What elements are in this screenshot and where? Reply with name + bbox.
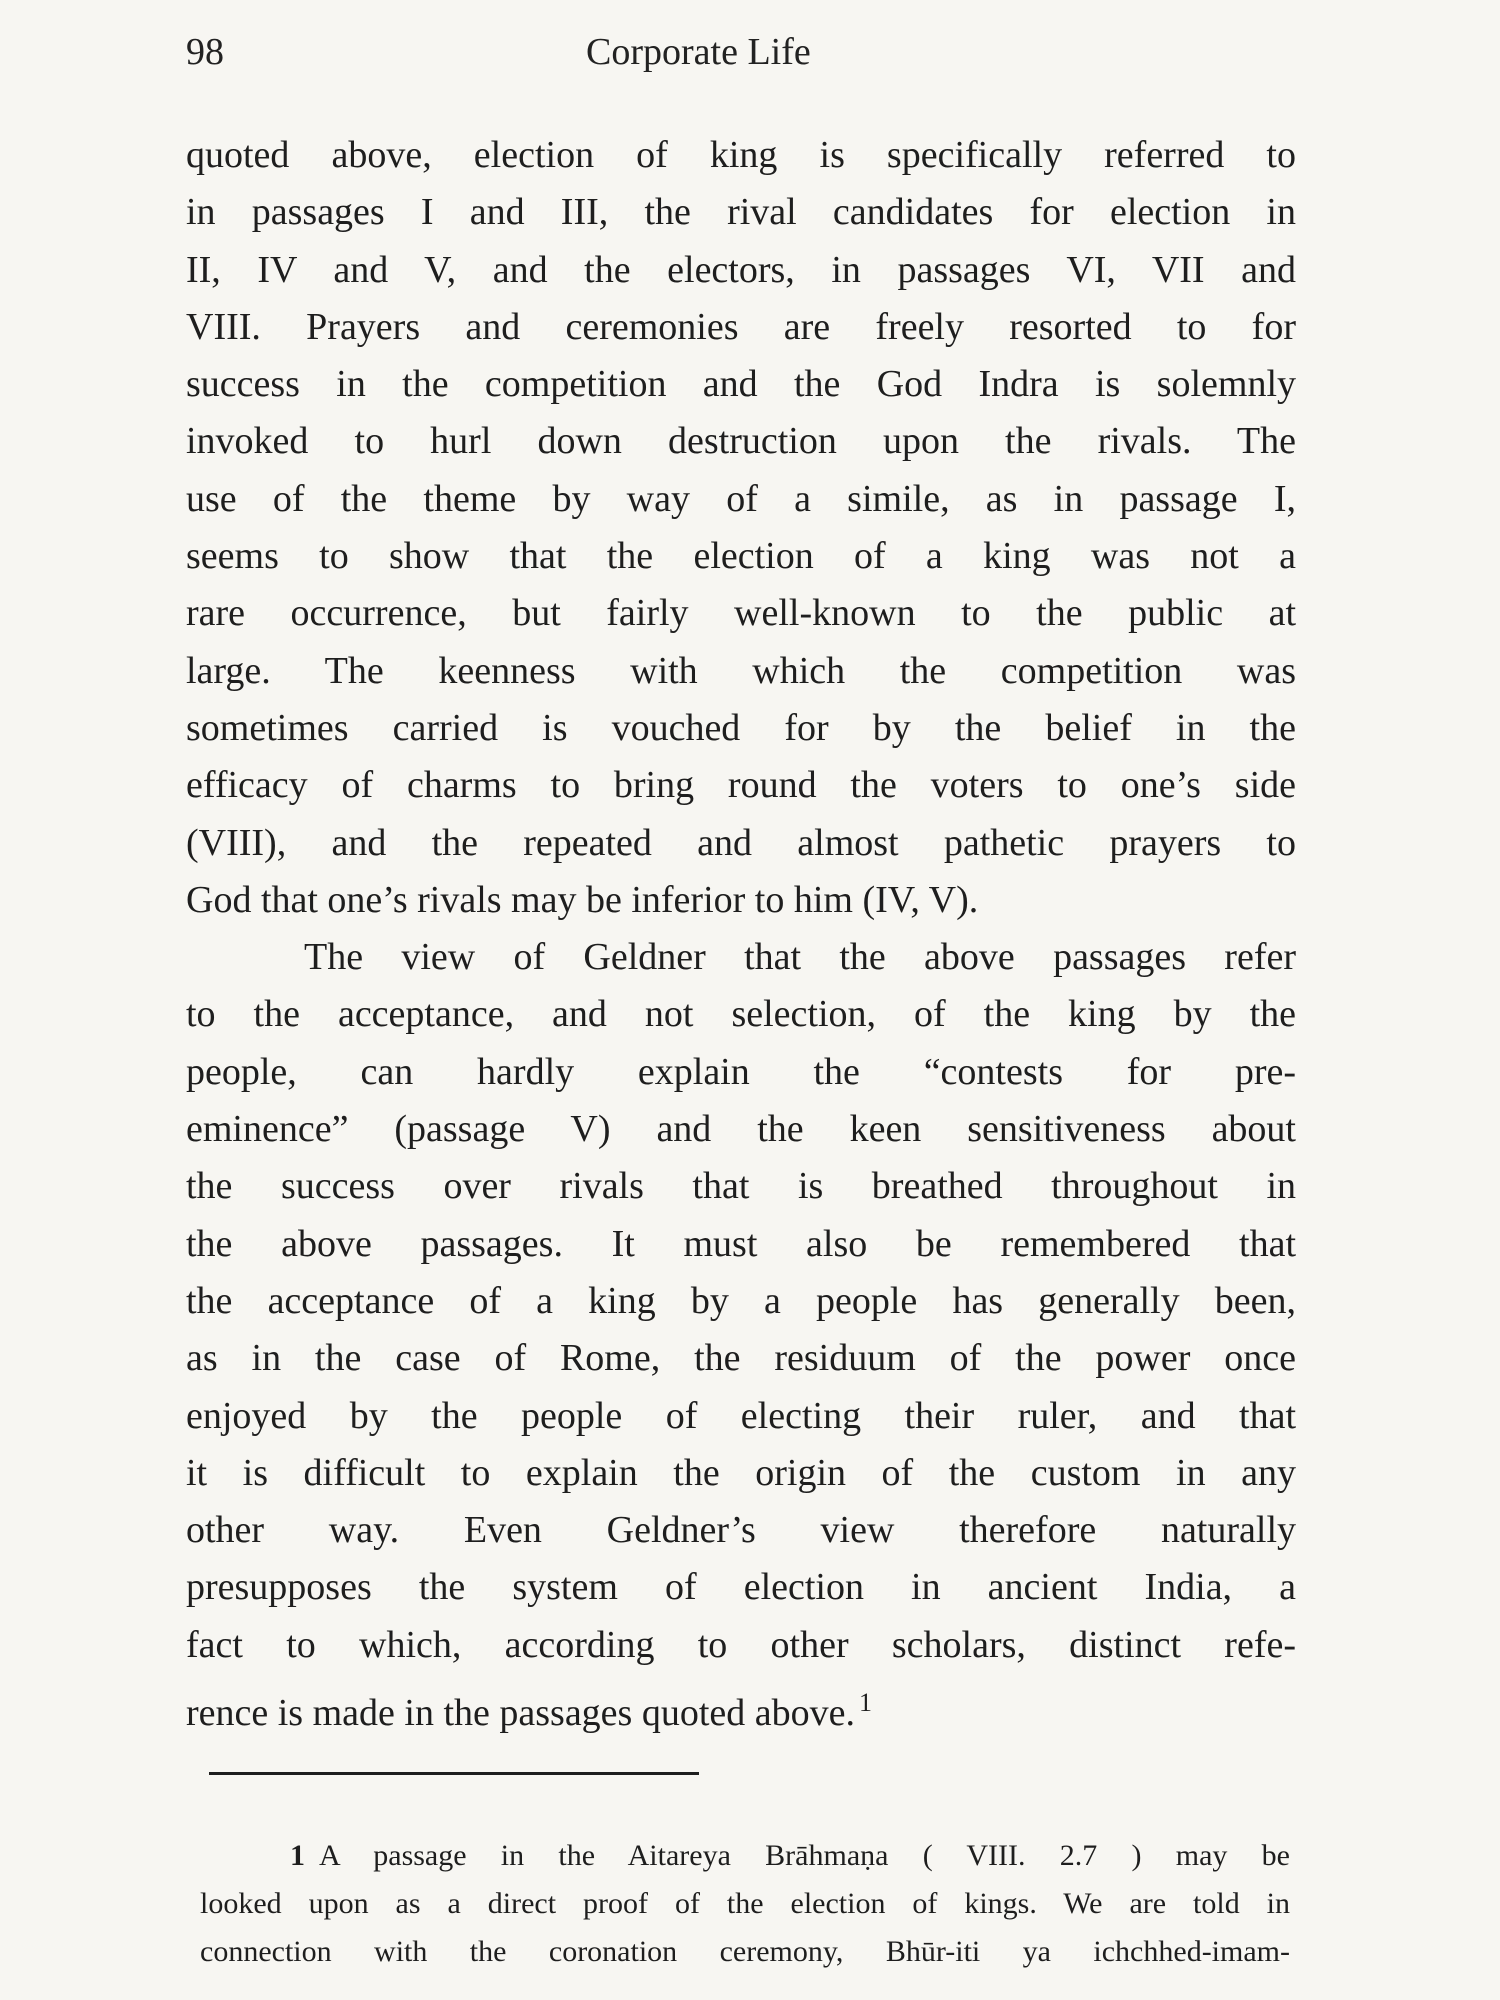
text-line: large. The keenness with which the competition was (186, 649, 1296, 692)
text-line: God that one’s rivals may be inferior to him (IV, V). (186, 878, 979, 921)
footnote-text: A passage in the Aitareya Brāhmaṇa ( VIII. 2.7 ) may be (319, 1839, 1290, 1872)
text-line: as in the case of Rome, the residuum of the power once (186, 1337, 1296, 1380)
text-line: (VIII), and the repeated and almost pathetic prayers to (186, 821, 1296, 864)
footnotes (200, 1832, 1290, 1976)
footnote-line (200, 1832, 1290, 1880)
body-text (186, 127, 1296, 1735)
text-line: seems to show that the election of a king was not a (186, 535, 1296, 578)
text-line: people, can hardly explain the “contests for pre- (186, 1050, 1296, 1093)
text-line: in passages I and III, the rival candidates for election in (186, 191, 1296, 234)
text-line: to the acceptance, and not selection, of the king by the (186, 993, 1296, 1036)
text-line: it is difficult to explain the origin of the custom in any (186, 1451, 1296, 1494)
footnote-reference: 1 (859, 1688, 872, 1718)
text-line: the success over rivals that is breathed throughout in (186, 1165, 1296, 1208)
text-line: II, IV and V, and the electors, in passages VI, VII and (186, 248, 1296, 291)
text-line: success in the competition and the God Indra is solemnly (186, 363, 1296, 406)
text-line: fact to which, according to other scholars, distinct refe- (186, 1623, 1296, 1666)
page-header (186, 30, 1296, 90)
page-number: 98 (186, 31, 224, 73)
footnote-line: looked upon as a direct proof of the election of kings. We are told in (200, 1887, 1290, 1920)
text-line: use of the theme by way of a simile, as in passage I, (186, 477, 1296, 520)
text-line: The view of Geldner that the above passages refer (304, 936, 1296, 979)
text-line: sometimes carried is vouched for by the belief in the (186, 706, 1296, 749)
text-line: efficacy of charms to bring round the voters to one’s side (186, 764, 1296, 807)
footnote-marker: 1 (290, 1839, 305, 1872)
text-line-final (186, 1674, 1296, 1735)
text-line: eminence” (passage V) and the keen sensitiveness about (186, 1108, 1296, 1151)
text-line: presupposes the system of election in ancient India, a (186, 1566, 1296, 1609)
text-line: VIII. Prayers and ceremonies are freely resorted to for (186, 305, 1296, 348)
text-line: rare occurrence, but fairly well-known to the public at (186, 592, 1296, 635)
text-line: invoked to hurl down destruction upon the rivals. The (186, 420, 1296, 463)
text-line-final-content: rence is made in the passages quoted above. (186, 1692, 855, 1735)
text-line: quoted above, election of king is specifically referred to (186, 134, 1296, 176)
text-line: the acceptance of a king by a people has generally been, (186, 1279, 1296, 1322)
running-head: Corporate Life (586, 31, 811, 73)
text-line: the above passages. It must also be remembered that (186, 1222, 1296, 1265)
footnote-divider (209, 1772, 699, 1775)
text-line: other way. Even Geldner’s view therefore naturally (186, 1509, 1296, 1552)
footnote-line: connection with the coronation ceremony, Bhūr-iti ya ichchhed-imam- (200, 1935, 1290, 1968)
text-line: enjoyed by the people of electing their ruler, and that (186, 1394, 1296, 1437)
